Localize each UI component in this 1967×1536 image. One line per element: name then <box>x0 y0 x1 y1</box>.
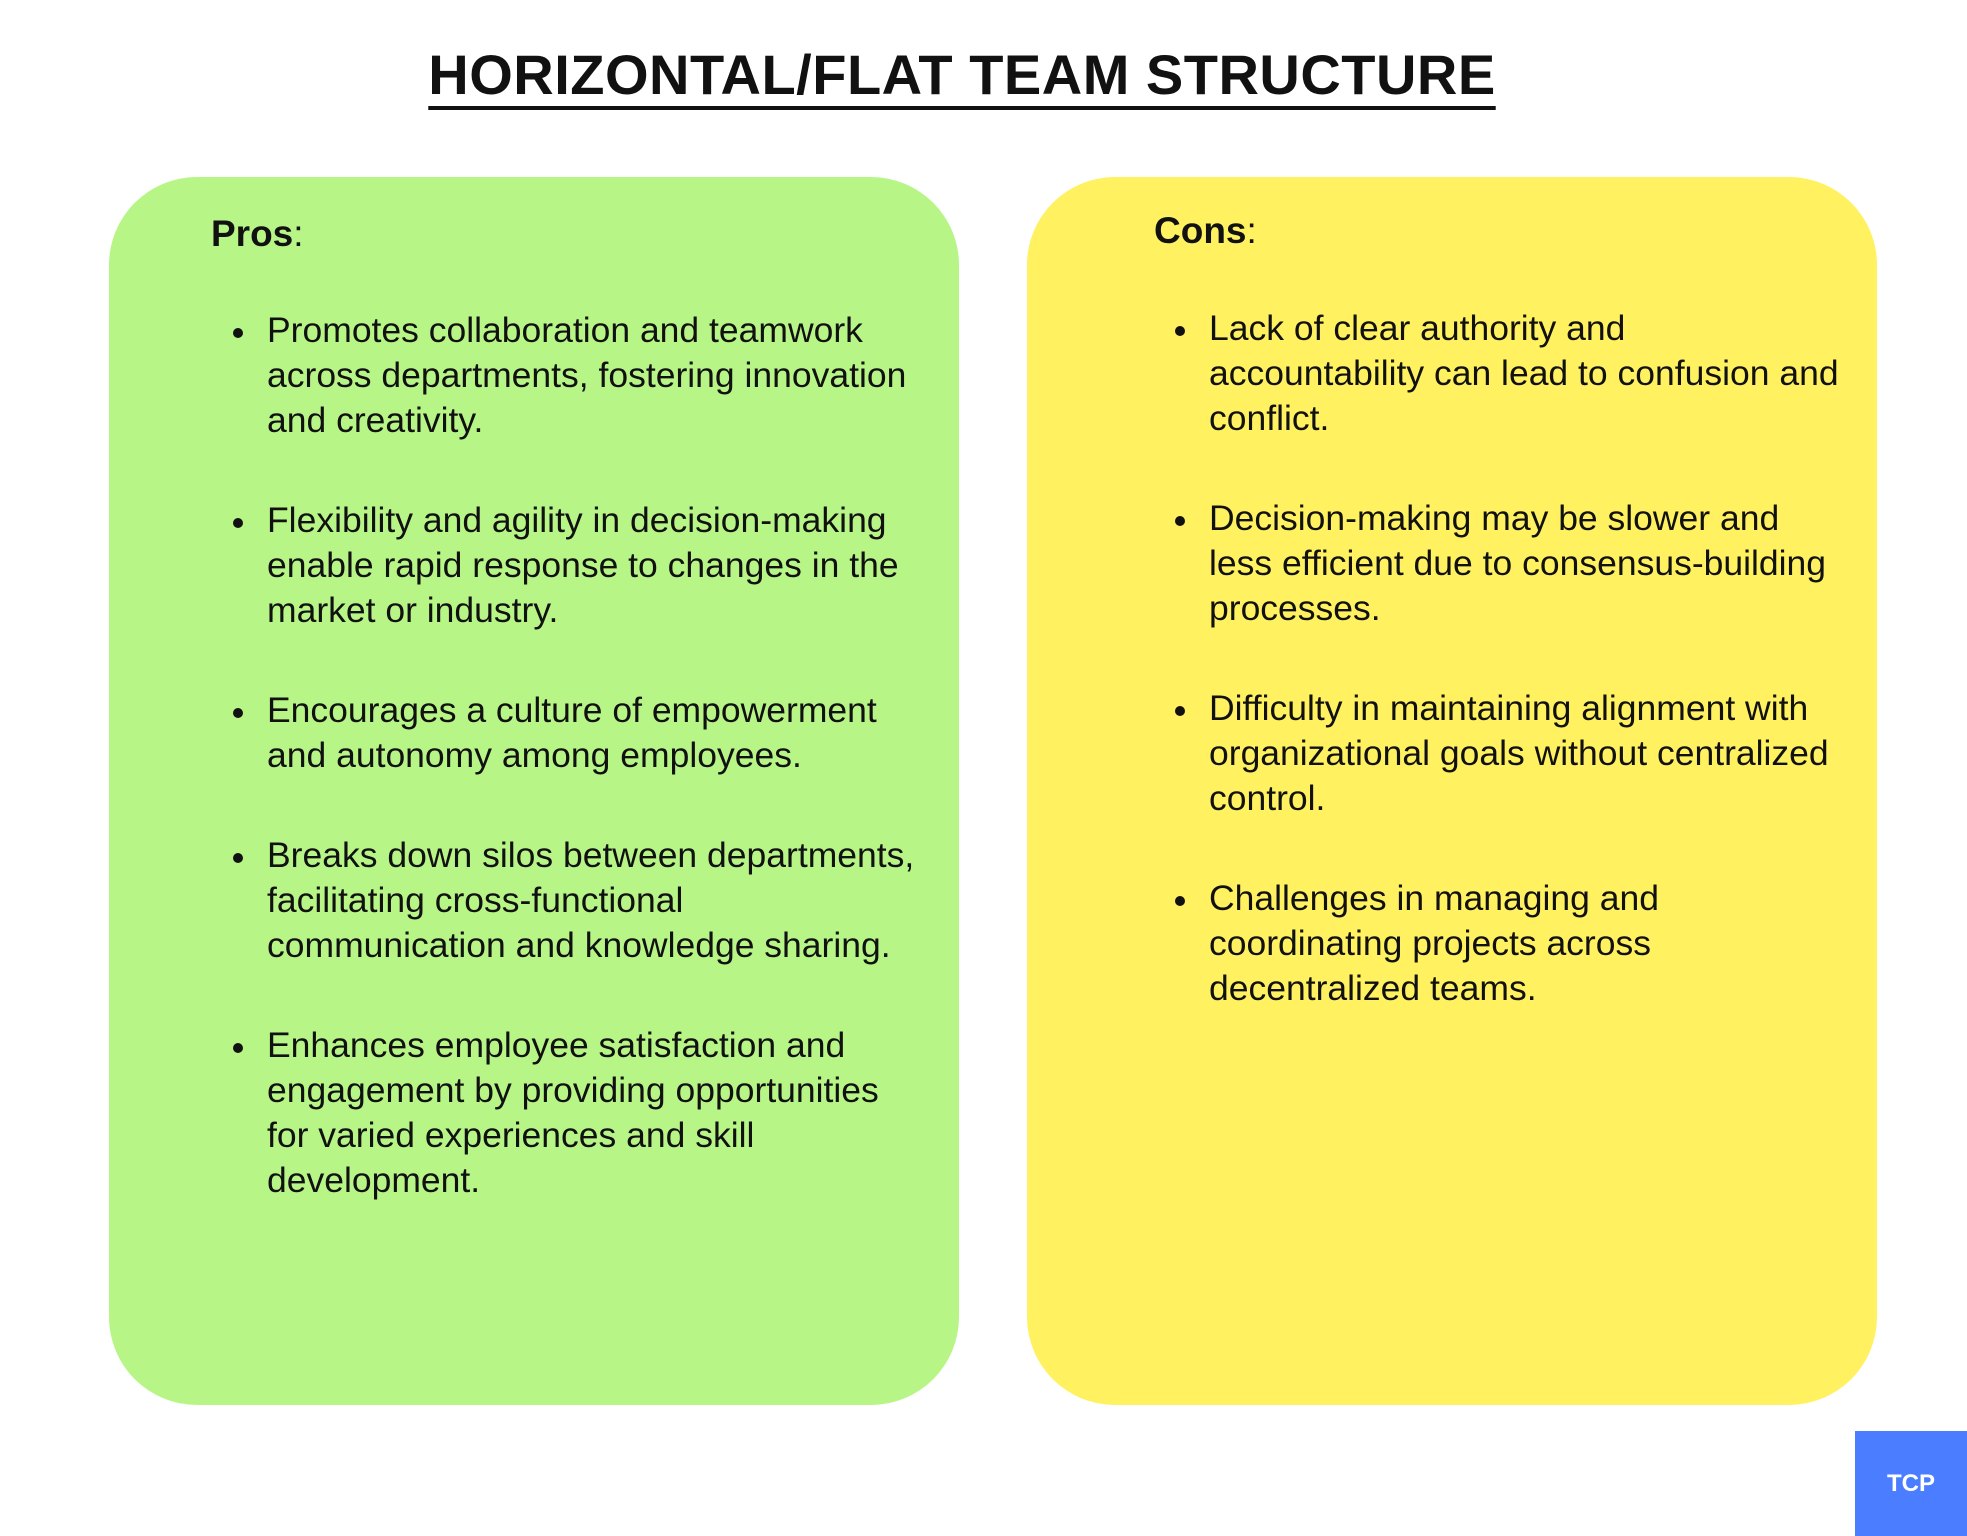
bullet-icon <box>233 1043 243 1053</box>
bullet-icon <box>233 853 243 863</box>
page-title-text: HORIZONTAL/FLAT TEAM STRUCTURE <box>428 43 1496 106</box>
pros-list-item <box>267 833 927 968</box>
cons-list <box>1209 306 1849 1066</box>
cons-item-text: Decision-making may be slower and less efficient due to consensus-building processes. <box>1209 498 1827 628</box>
pros-heading-text: Pros <box>211 213 294 254</box>
cons-list-item <box>1209 686 1849 821</box>
cons-item-text: Lack of clear authority and accountability can lead to confusion and conflict. <box>1209 308 1839 438</box>
pros-list-item <box>267 1023 927 1203</box>
cons-list-item <box>1209 306 1849 441</box>
pros-item-text: Breaks down silos between departments, facilitating cross-functional communication and knowledge sharing. <box>267 835 915 965</box>
bullet-icon <box>1175 516 1185 526</box>
cons-item-text: Difficulty in maintaining alignment with organizational goals without centralized control. <box>1209 688 1829 818</box>
tcp-logo-text: TCP <box>1887 1469 1935 1497</box>
pros-list-item <box>267 498 927 633</box>
pros-item-text: Enhances employee satisfaction and engagement by providing opportunities for varied experiences and skill development. <box>267 1025 879 1200</box>
cons-card <box>1027 177 1877 1405</box>
bullet-icon <box>233 328 243 338</box>
bullet-icon <box>1175 706 1185 716</box>
pros-list-item <box>267 308 927 443</box>
cons-heading-text: Cons <box>1154 210 1247 251</box>
cons-item-text: Challenges in managing and coordinating projects across decentralized teams. <box>1209 878 1659 1008</box>
bullet-icon <box>233 708 243 718</box>
pros-list-item <box>267 688 927 778</box>
pros-card <box>109 177 959 1405</box>
cons-list-item <box>1209 496 1849 631</box>
pros-item-text: Flexibility and agility in decision-making enable rapid response to changes in the market or industry. <box>267 500 899 630</box>
pros-list <box>267 308 927 1258</box>
cons-heading: Cons: <box>1154 210 1257 251</box>
pros-item-text: Promotes collaboration and teamwork across departments, fostering innovation and creativity. <box>267 310 907 440</box>
bullet-icon <box>1175 326 1185 336</box>
bullet-icon <box>233 518 243 528</box>
page-title <box>0 42 1924 107</box>
tcp-logo-badge <box>1855 1431 1967 1536</box>
pros-item-text: Encourages a culture of empowerment and autonomy among employees. <box>267 690 877 775</box>
pros-heading: Pros: <box>211 213 304 254</box>
bullet-icon <box>1175 896 1185 906</box>
cons-list-item <box>1209 876 1849 1011</box>
